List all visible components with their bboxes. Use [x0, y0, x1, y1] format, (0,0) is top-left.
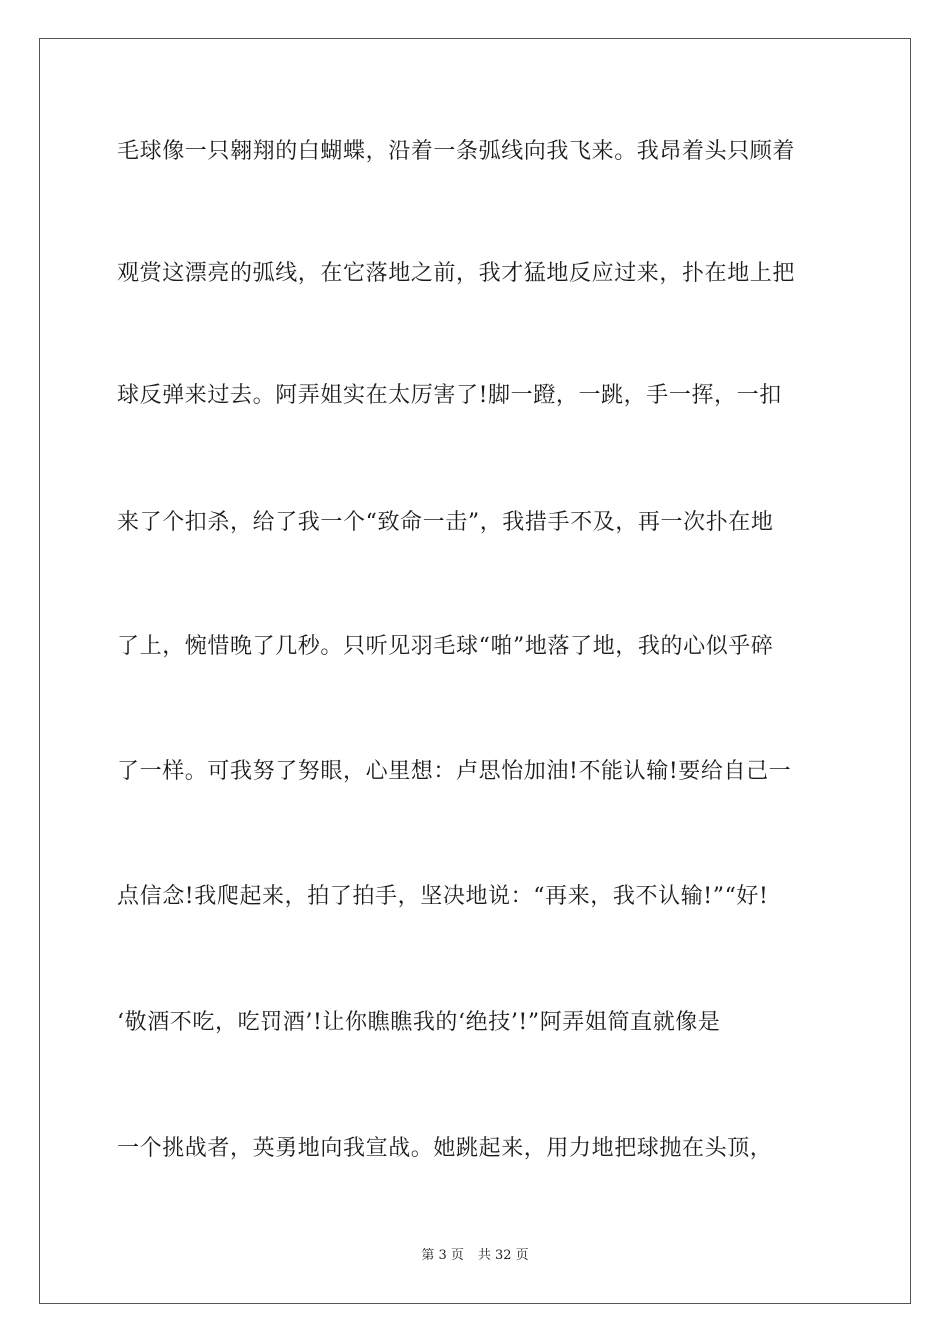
page-footer — [0, 1247, 950, 1265]
text-line: 了上，惋惜晚了几秒。只听见羽毛球“啪”地落了地，我的心似乎碎 — [117, 634, 774, 659]
page-number: 第 3 页 — [421, 1248, 464, 1263]
text-line: ‘敬酒不吃，吃罚酒’!让你瞧瞧我的‘绝技’!”阿弄姐简直就像是 — [117, 1010, 721, 1035]
text-line: 观赏这漂亮的弧线，在它落地之前，我才猛地反应过来，扑在地上把 — [117, 261, 796, 286]
text-line: 来了个扣杀，给了我一个“致命一击”，我措手不及，再一次扑在地 — [117, 510, 774, 535]
text-line: 球反弹来过去。阿弄姐实在太厉害了!脚一蹬，一跳，手一挥，一扣 — [117, 383, 782, 408]
text-line: 一个挑战者，英勇地向我宣战。她跳起来，用力地把球抛在头顶， — [117, 1136, 773, 1161]
text-line: 了一样。可我努了努眼，心里想：卢思怡加油!不能认输!要给自己一 — [117, 759, 792, 784]
page-total: 共 32 页 — [477, 1248, 529, 1263]
text-line: 毛球像一只翱翔的白蝴蝶，沿着一条弧线向我飞来。我昂着头只顾着 — [117, 139, 796, 164]
text-line: 点信念!我爬起来，拍了拍手，坚决地说：“再来，我不认输!”“好! — [117, 884, 769, 909]
page-border — [39, 38, 911, 1304]
